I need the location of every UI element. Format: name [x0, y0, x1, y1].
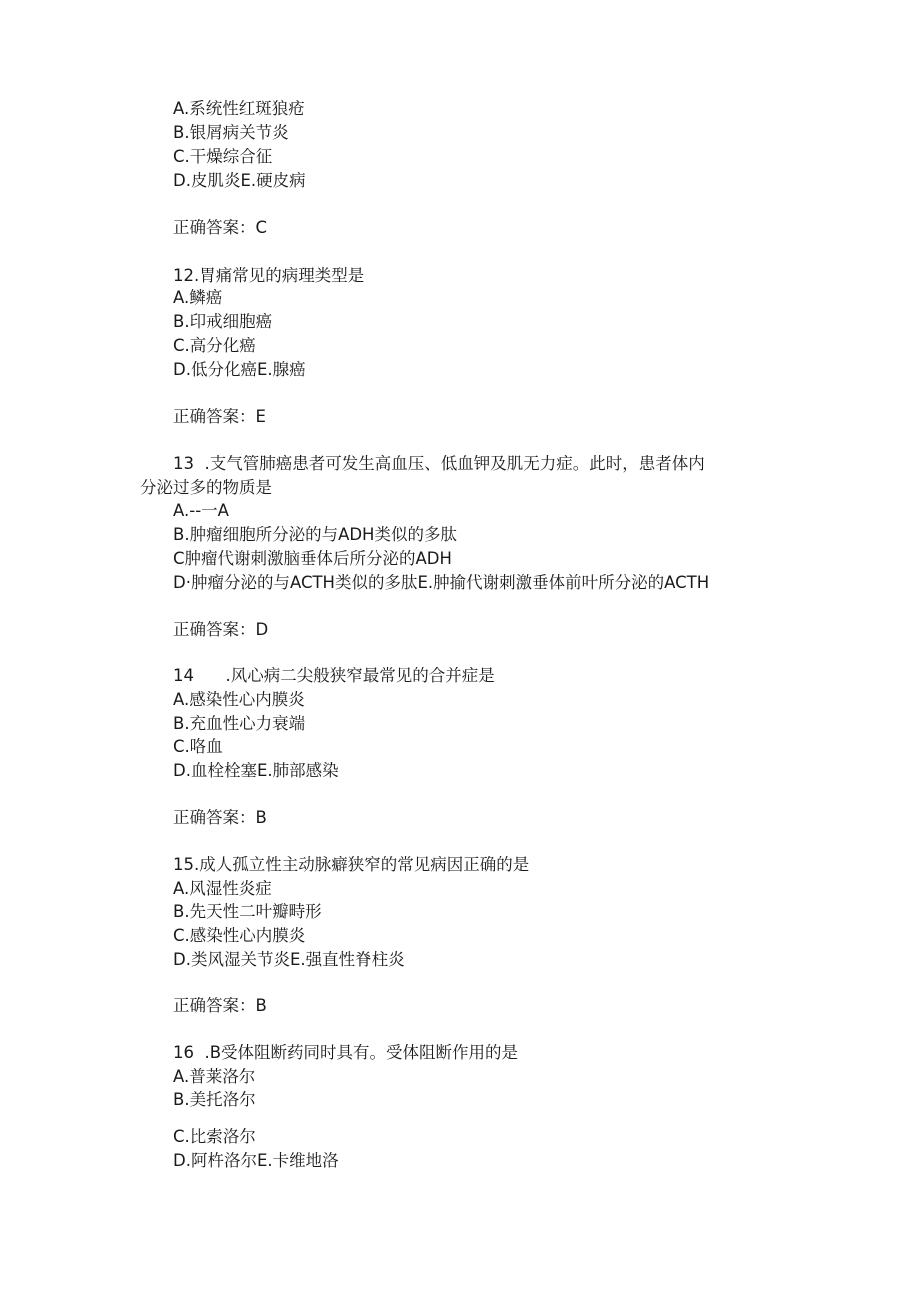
option-d-e: D.皮肌炎E.硬皮病 — [173, 171, 306, 190]
question-stem: 12.胃痛常见的病理类型是 — [173, 266, 365, 285]
question-stem: 16 .B受体阻断药同时具有。受体阻断作用的是 — [173, 1043, 519, 1062]
option-b: B.先天性二叶瓣畤形 — [173, 902, 322, 921]
option-d-e: D.血栓栓塞E.肺部感染 — [173, 761, 339, 780]
option-d-e: D.低分化癌E.腺癌 — [173, 360, 306, 379]
option-a: A.感染性心内膜炎 — [173, 690, 305, 709]
option-d-e: D.类风湿关节炎E.强直性脊柱炎 — [173, 950, 405, 969]
question-stem: 15.成人孤立性主动脉癖狭窄的常见病因正确的是 — [173, 855, 530, 874]
correct-answer: 正确答案：E — [173, 407, 266, 426]
option-b: B.印戒细胞癌 — [173, 312, 273, 331]
option-a: A.--一A — [173, 501, 229, 520]
question-stem: 14 .风心病二尖般狭窄最常见的合并症是 — [173, 666, 495, 685]
question-stem-continued: 分泌过多的物质是 — [140, 478, 272, 497]
correct-answer: 正确答案：C — [173, 218, 268, 237]
question-stem: 13 .支气管肺癌患者可发生高血压、低血钾及肌无力症。此时，患者体内 — [173, 454, 705, 473]
option-b: B.美托洛尔 — [173, 1090, 256, 1109]
option-c: C.感染性心内膜炎 — [173, 926, 306, 945]
option-c: C.咯血 — [173, 737, 223, 756]
option-d-e: D.阿杵洛尔E.卡维地洛 — [173, 1151, 339, 1170]
option-a: A.系统性红斑狼疮 — [173, 99, 305, 118]
correct-answer: 正确答案：B — [173, 808, 267, 827]
correct-answer: 正确答案：B — [173, 996, 267, 1015]
correct-answer: 正确答案：D — [173, 620, 269, 639]
option-c: C肿瘤代谢刺激脑垂体后所分泌的ADH — [173, 549, 452, 568]
option-c: C.比索洛尔 — [173, 1127, 256, 1146]
option-c: C.高分化癌 — [173, 336, 256, 355]
option-a: A.鳞癌 — [173, 288, 223, 307]
option-b: B.肿瘤细胞所分泌的与ADH类似的多肽 — [173, 525, 457, 544]
option-c: C.干燥综合征 — [173, 147, 273, 166]
option-a: A.风湿性炎症 — [173, 879, 272, 898]
option-b: B.充血性心力衰端 — [173, 714, 306, 733]
option-d-e: D·肿瘤分泌的与ACTH类似的多肽E.肿揄代谢刺激垂体前叶所分泌的ACTH — [173, 573, 710, 592]
option-b: B.银屑病关节炎 — [173, 123, 289, 142]
option-a: A.普莱洛尔 — [173, 1067, 256, 1086]
